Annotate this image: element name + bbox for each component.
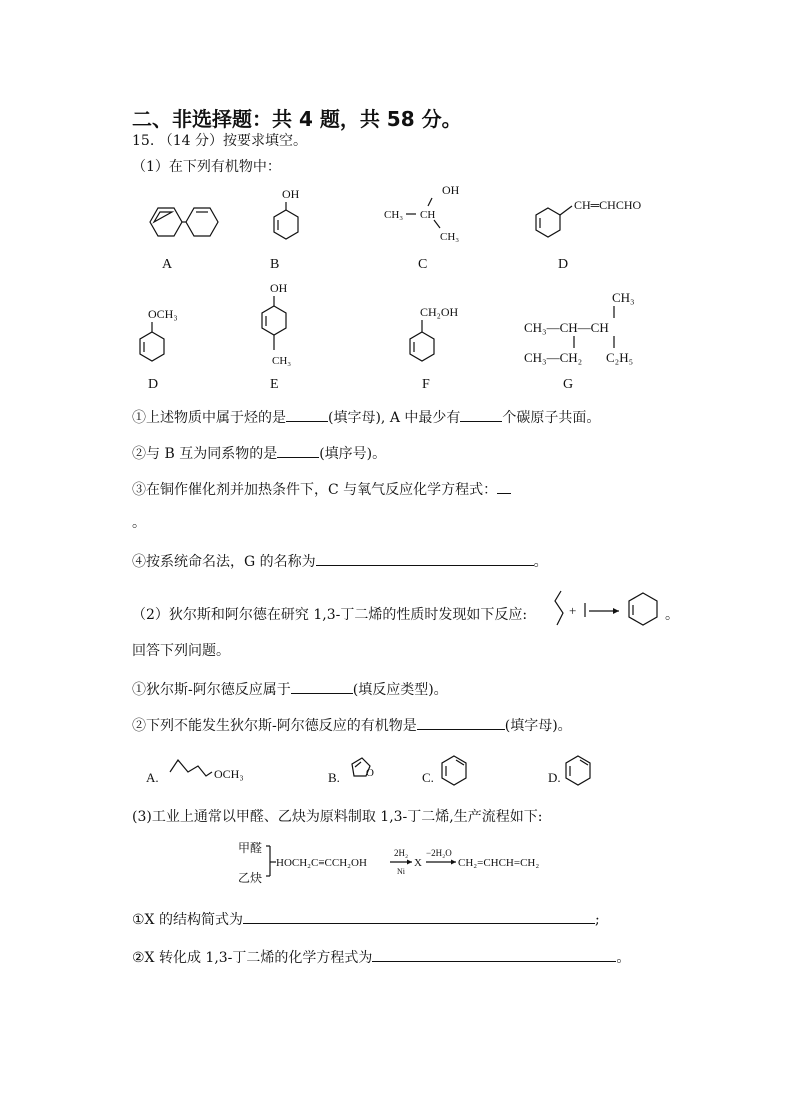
structure-e-oh: OH bbox=[270, 281, 288, 295]
structure-e-ch3: CH₃ bbox=[272, 355, 292, 367]
option-c[interactable] bbox=[422, 756, 466, 785]
question-number: 15. bbox=[132, 133, 155, 149]
structure-c-label: C bbox=[418, 257, 428, 272]
production-flow bbox=[236, 836, 576, 888]
answer-blank-hydrocarbons[interactable] bbox=[286, 406, 328, 422]
structure-d-cinnamaldehyde bbox=[536, 198, 642, 272]
answer-blank-equation-c[interactable] bbox=[497, 478, 511, 494]
scheme-plus: + bbox=[569, 603, 577, 618]
part1-q3-end: 。 bbox=[132, 515, 146, 531]
question-score: （14 分） bbox=[158, 133, 223, 149]
structure-d2-anisole bbox=[140, 307, 178, 392]
svg-text:OCH₃: OCH₃ bbox=[214, 767, 244, 781]
svg-text:C.: C. bbox=[422, 770, 434, 785]
structure-b-phenol bbox=[270, 187, 300, 272]
structure-g-row2: CH₃—CH₂ bbox=[524, 350, 583, 365]
part1-q2: ②与 B 互为同系物的是 (填序号)。 bbox=[132, 442, 386, 463]
part2-q2: ②下列不能发生狄尔斯-阿尔德反应的有机物是 (填字母)。 bbox=[132, 714, 572, 735]
flow-cond1-bottom: Ni bbox=[397, 867, 405, 876]
structure-b-oh: OH bbox=[282, 187, 300, 201]
flow-product: CH₂=CHCH=CH₂ bbox=[458, 857, 540, 869]
answer-blank-cannot-react[interactable] bbox=[417, 714, 505, 730]
structure-d2-och3: OCH₃ bbox=[148, 307, 178, 321]
structure-e-label: E bbox=[270, 377, 279, 392]
structure-d-label: D bbox=[558, 257, 569, 272]
structure-g-top-ch3: CH₃ bbox=[612, 290, 635, 305]
structure-g-alkane bbox=[524, 290, 635, 392]
structure-f-label: F bbox=[422, 377, 430, 392]
answer-blank-x-equation[interactable] bbox=[372, 946, 616, 962]
structure-f-ch2oh: CH₂OH bbox=[420, 305, 459, 319]
structure-e-cresol bbox=[262, 281, 291, 392]
structure-c-left: CH₃ bbox=[384, 209, 404, 221]
part3-q2: ②X 转化成 1,3-丁二烯的化学方程式为 。 bbox=[132, 946, 630, 967]
option-d[interactable] bbox=[548, 756, 590, 785]
structure-d-chain: CH═CHCHO bbox=[574, 198, 642, 212]
structure-f-benzyl-alcohol bbox=[410, 305, 459, 392]
flow-x: X bbox=[414, 857, 422, 869]
flow-cond1-top: 2H₂ bbox=[394, 848, 409, 858]
flow-reagent-formaldehyde: 甲醛 bbox=[238, 841, 263, 855]
part3-q1: ①X 的结构简式为 ; bbox=[132, 908, 600, 929]
answer-blank-g-name[interactable] bbox=[316, 550, 534, 566]
option-a[interactable] bbox=[146, 760, 244, 785]
diels-alder-scheme bbox=[545, 585, 685, 635]
part2-ask: 回答下列问题。 bbox=[132, 643, 230, 659]
answer-blank-homologue[interactable] bbox=[277, 442, 319, 458]
structures-row2 bbox=[120, 280, 720, 395]
butadiene-structure bbox=[555, 591, 563, 625]
structure-d2-label: D bbox=[148, 377, 159, 392]
svg-text:B.: B. bbox=[328, 770, 340, 785]
structure-b-label: B bbox=[270, 257, 280, 272]
part2-intro: （2）狄尔斯和阿尔德在研究 1,3-丁二烯的性质时发现如下反应: bbox=[132, 607, 528, 623]
structures-row1 bbox=[120, 180, 720, 280]
svg-text:O: O bbox=[366, 767, 374, 779]
answer-blank-x-structure[interactable] bbox=[243, 908, 595, 924]
structure-c-mid: CH bbox=[420, 209, 436, 221]
flow-reagent-acetylene: 乙炔 bbox=[238, 871, 263, 885]
flow-intermediate: HOCH₂C≡CCH₂OH bbox=[276, 857, 367, 869]
flow-cond2-top: −2H₂O bbox=[426, 848, 452, 858]
option-b[interactable] bbox=[328, 758, 374, 785]
part3-intro: (3)工业上通常以甲醛、乙炔为原料制取 1,3-丁二烯,生产流程如下: bbox=[132, 809, 543, 825]
section-title: 二、非选择题：共 4 题，共 58 分。 bbox=[132, 107, 462, 131]
part1-q3: ③在铜作催化剂并加热条件下，C 与氧气反应化学方程式： bbox=[132, 478, 511, 499]
part1-intro: （1）在下列有机物中： bbox=[132, 159, 281, 175]
structure-a-label: A bbox=[162, 257, 173, 272]
svg-text:D.: D. bbox=[548, 770, 561, 785]
scheme-end: 。 bbox=[665, 608, 679, 623]
part1-q1: ①上述物质中属于烃的是 (填字母), A 中最少有 个碳原子共面。 bbox=[132, 406, 600, 427]
part1-q4: ④按系统命名法，G 的名称为 。 bbox=[132, 550, 548, 571]
answer-blank-reaction-type[interactable] bbox=[291, 678, 353, 694]
question-instruction: 按要求填空。 bbox=[222, 133, 307, 149]
structure-c-oh: OH bbox=[442, 183, 460, 197]
svg-text:A.: A. bbox=[146, 770, 159, 785]
structure-g-row1: CH₃—CH—CH bbox=[524, 320, 609, 335]
structure-g-c2h5: C₂H₅ bbox=[606, 350, 634, 365]
part2-q1: ①狄尔斯-阿尔德反应属于 (填反应类型)。 bbox=[132, 678, 448, 699]
structure-c-isopropanol bbox=[384, 183, 460, 272]
structure-c-right: CH₃ bbox=[440, 231, 460, 243]
structure-a-biphenyl bbox=[150, 208, 218, 272]
structure-g-label: G bbox=[563, 377, 574, 392]
question-header bbox=[132, 132, 307, 150]
answer-blank-coplanar-carbons[interactable] bbox=[460, 406, 502, 422]
part2-options bbox=[140, 752, 620, 792]
